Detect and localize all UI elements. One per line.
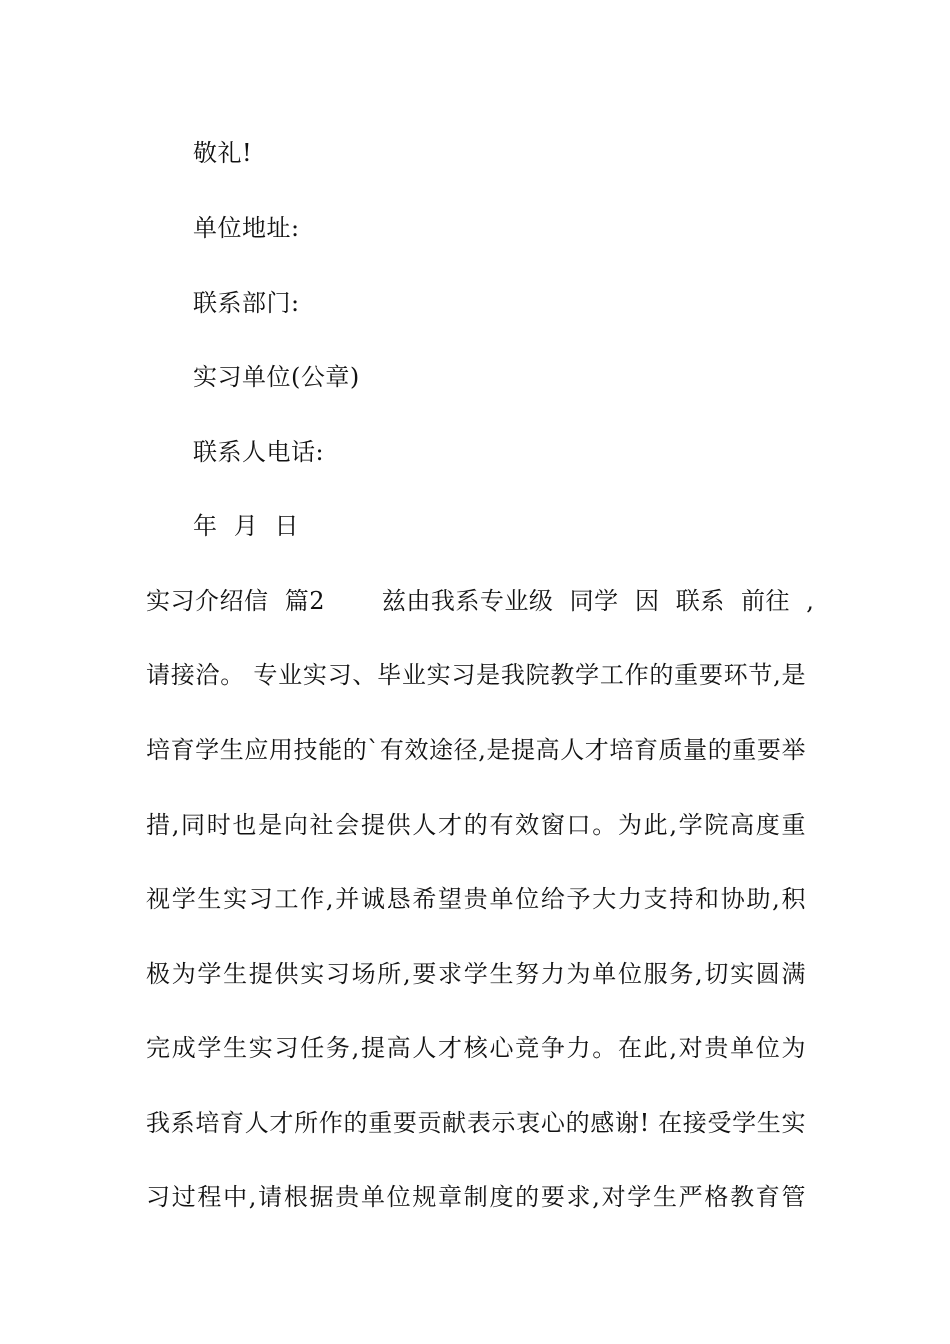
body-line: 完成学生实习任务,提高人才核心竞争力。在此,对贵单位为: [146, 1034, 806, 1062]
body-line: 请接洽。 专业实习、毕业实习是我院教学工作的重要环节,是: [146, 661, 806, 689]
body-line: 习过程中,请根据贵单位规章制度的要求,对学生严格教育管: [146, 1183, 806, 1211]
internship-unit-seal-label: 实习单位(公章): [193, 363, 360, 391]
body-line: 我系培育人才所作的重要贡献表示衷心的感谢! 在接受学生实: [146, 1109, 806, 1137]
body-line: 极为学生提供实习场所,要求学生努力为单位服务,切实圆满: [146, 960, 806, 988]
date-line: 年 月 日: [193, 512, 300, 540]
unit-address-label: 单位地址:: [193, 214, 300, 242]
section-heading-line: 实习介绍信 篇2 兹由我系专业级 同学 因 联系 前往 ,: [146, 587, 815, 615]
body-line: 视学生实习工作,并诚恳希望贵单位给予大力支持和协助,积: [146, 885, 806, 913]
salute-line: 敬礼!: [193, 139, 253, 167]
body-line: 措,同时也是向社会提供人才的有效窗口。为此,学院高度重: [146, 811, 806, 839]
contact-phone-label: 联系人电话:: [193, 438, 325, 466]
contact-department-label: 联系部门:: [193, 289, 300, 317]
body-line: 培育学生应用技能的`有效途径,是提高人才培育质量的重要举: [146, 736, 806, 764]
